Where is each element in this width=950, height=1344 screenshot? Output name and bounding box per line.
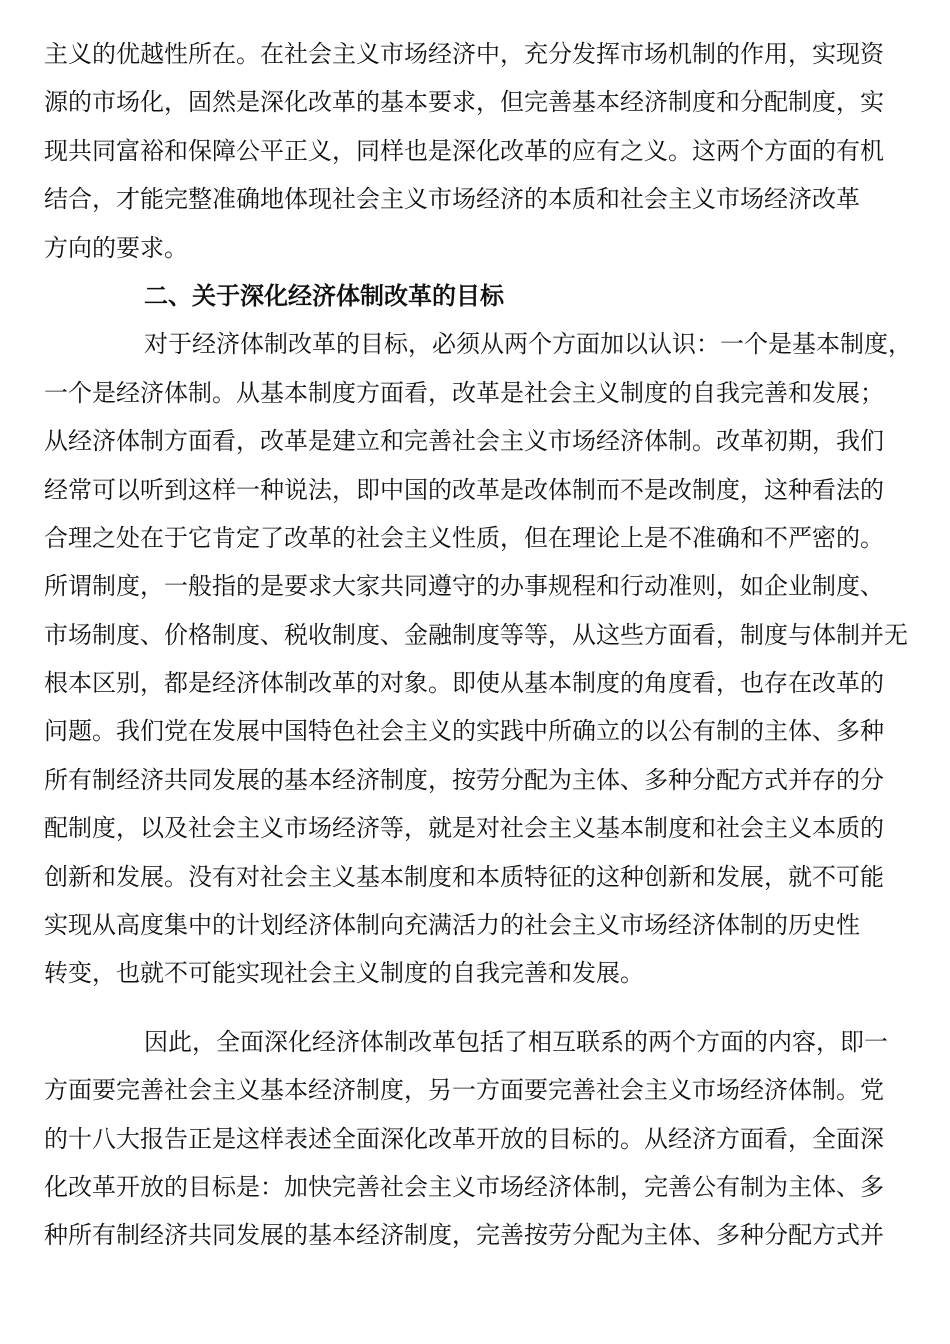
text-line: 所谓制度，一般指的是要求大家共同遵守的办事规程和行动准则，如企业制度、: [44, 572, 884, 601]
text-line: 转变，也就不可能实现社会主义制度的自我完善和发展。: [44, 959, 644, 988]
document-page: [44, 30, 924, 1260]
text-line: 创新和发展。没有对社会主义基本制度和本质特征的这种创新和发展，就不可能: [44, 862, 884, 891]
text-line: 主义的优越性所在。在社会主义市场经济中，充分发挥市场机制的作用，实现资: [44, 40, 884, 68]
text-line: 化改革开放的目标是：加快完善社会主义市场经济体制，完善公有制为主体、多: [44, 1172, 884, 1201]
text-line: 结合，才能完整准确地体现社会主义市场经济的本质和社会主义市场经济改革: [44, 185, 860, 214]
text-line: 源的市场化，固然是深化改革的基本要求，但完善基本经济制度和分配制度，实: [44, 88, 884, 117]
text-line: 经常可以听到这样一种说法，即中国的改革是改体制而不是改制度，这种看法的: [44, 475, 884, 504]
text-line: 市场制度、价格制度、税收制度、金融制度等等，从这些方面看，制度与体制并无: [44, 620, 908, 649]
text-line: 从经济体制方面看，改革是建立和完善社会主义市场经济体制。改革初期，我们: [44, 427, 884, 456]
text-line: 一个是经济体制。从基本制度方面看，改革是社会主义制度的自我完善和发展；: [44, 378, 884, 407]
paragraph-goals: [44, 320, 924, 997]
text-line: 合理之处在于它肯定了改革的社会主义性质，但在理论上是不准确和不严密的。: [44, 523, 884, 552]
text-line: 实现从高度集中的计划经济体制向充满活力的社会主义市场经济体制的历史性: [44, 911, 860, 940]
text-line: 对于经济体制改革的目标，必须从两个方面加以认识：一个是基本制度，: [144, 330, 912, 359]
text-line: 根本区别，都是经济体制改革的对象。即使从基本制度的角度看，也存在改革的: [44, 669, 884, 698]
text-line: 因此，全面深化经济体制改革包括了相互联系的两个方面的内容，即一: [144, 1027, 888, 1056]
section-heading: [44, 272, 924, 320]
text-line: 的十八大报告正是这样表述全面深化改革开放的目标的。从经济方面看，全面深: [44, 1124, 884, 1153]
text-line: 配制度，以及社会主义市场经济等，就是对社会主义基本制度和社会主义本质的: [44, 814, 884, 843]
heading-text: 二、关于深化经济体制改革的目标: [144, 280, 504, 310]
text-line: 方向的要求。: [44, 233, 188, 262]
paragraph-continuation: [44, 30, 924, 272]
text-line: 方面要完善社会主义基本经济制度，另一方面要完善社会主义市场经济体制。党: [44, 1076, 884, 1105]
text-line: 问题。我们党在发展中国特色社会主义的实践中所确立的以公有制的主体、多种: [44, 717, 884, 746]
text-line: 现共同富裕和保障公平正义，同样也是深化改革的应有之义。这两个方面的有机: [44, 136, 884, 165]
paragraph-gap: [44, 998, 924, 1018]
paragraph-therefore: [44, 1018, 924, 1260]
text-line: 种所有制经济共同发展的基本经济制度，完善按劳分配为主体、多种分配方式并: [44, 1221, 884, 1250]
text-line: 所有制经济共同发展的基本经济制度，按劳分配为主体、多种分配方式并存的分: [44, 765, 884, 794]
